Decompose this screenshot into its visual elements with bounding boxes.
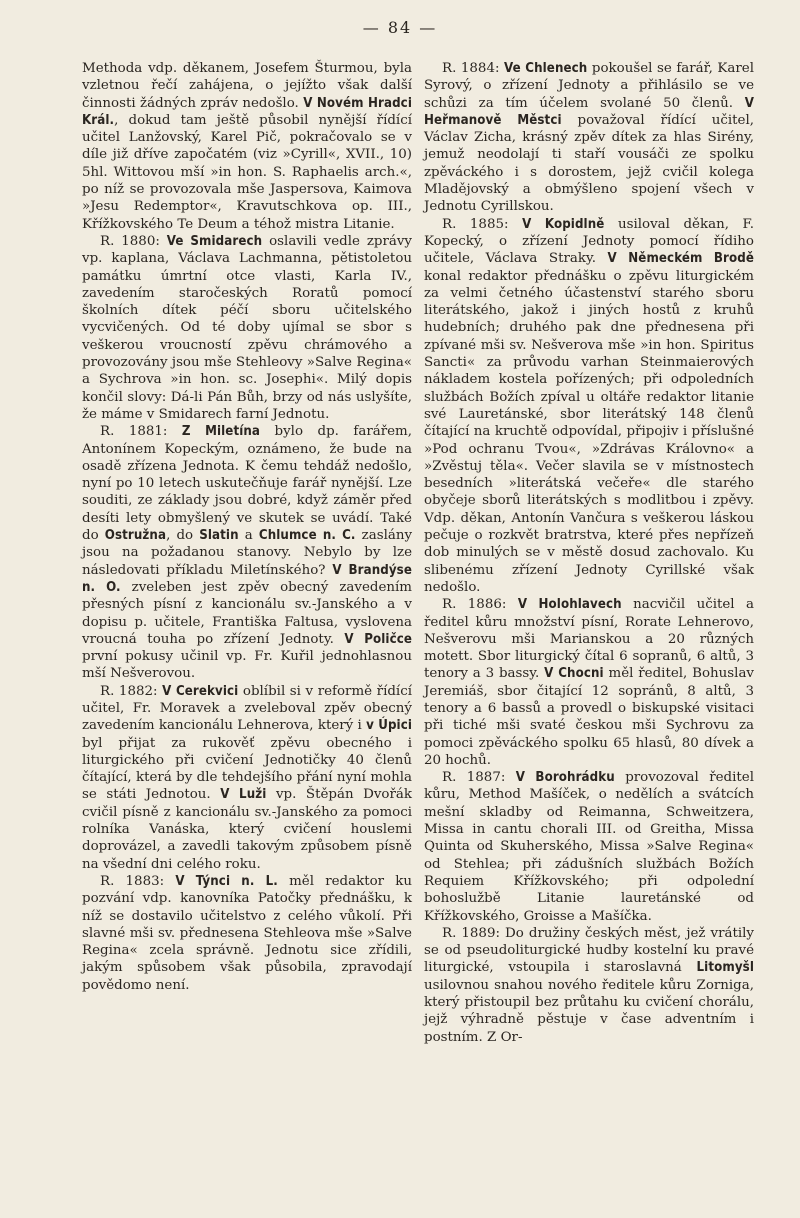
paragraph <box>82 683 412 873</box>
page-number: — 84 — <box>362 18 438 37</box>
paragraph-text: , dokud tam ještě působil nynější řídící učitel Lanžovský, Karel Pič, pokračovalo se v díle již dříve započatém (viz »Cyrill«, XVII., 10) 5hl. Wittovou mší »in hon. S. Raphaelis arch.«, po níž se provozovala mše Jaspersova, Kaimova »Jesu Redemptor«, Kravutschkova op. III., Křížkovského Te Deum a téhož mistra Litanie. <box>82 112 412 232</box>
paragraph-text: , do <box>166 528 200 544</box>
place-name-heading: v Úpici <box>366 718 412 734</box>
place-name-heading: V Kopidlně <box>522 216 605 232</box>
place-name-heading: V Cerekvici <box>162 683 239 699</box>
place-name-heading: Ve Smidarech <box>166 233 263 249</box>
paragraph <box>424 925 754 1046</box>
paragraph-text: a <box>238 528 259 544</box>
paragraph-text: R. 1884: <box>442 61 505 76</box>
paragraph-text: měl ředitel, Bohuslav Jeremiáš, sbor čitající 12 sopránů, 8 altů, 3 tenory a 6 bassů a provedl o biskupské visitaci při tiché mši svaté českou mši Sychrovu za pomoci zpěváckého spolku 65 hlasů, 80 dívek a 20 hochů. <box>424 666 754 768</box>
place-name-heading: V Chocni <box>544 666 604 682</box>
paragraph-text: zaslány jsou na požadanou stanovy. Nebylo by lze následovati příkladu Miletínského? <box>82 528 413 578</box>
place-name-heading: V Poličce <box>344 631 413 647</box>
paragraph-text: zveleben jest zpěv obecný zavedením přesných písní z kancionálu sv.-Janského a v dopisu p. učitele, Františka Faltusa, vyslovena vroucná touha po zřízení Jednoty. <box>82 579 412 647</box>
place-name-heading: V Brandýse n. O. <box>82 562 412 595</box>
place-name-heading: Litomyšl <box>696 960 754 976</box>
paragraph <box>82 423 412 682</box>
paragraph <box>424 216 754 597</box>
place-name-heading: V Borohrádku <box>515 770 615 786</box>
paragraph-text: nacvičil učitel a ředitel kůru množství písní, Rorate Lehnerovo, Nešverovu mši Marianskou a 20 různých motett. Sbor liturgický čítal 6 sopranů, 6 altů, 3 tenory a 3 bassy. <box>424 597 754 682</box>
paragraph-text: R. 1882: <box>100 683 163 699</box>
paragraph-text: první pokusy učinil vp. Fr. Kuřil jednohlasnou mší Nešverovou. <box>82 649 412 682</box>
right-column <box>424 60 754 1046</box>
paragraph-text: Methoda vdp. děkanem, Josefem Šturmou, byla vzletnou řečí zahájena, o jejížto však další činnosti žádných zpráv nedošlo. <box>82 61 412 111</box>
place-name-heading: Ostružna <box>104 528 167 544</box>
paragraph <box>424 769 754 925</box>
paragraph-text: bylo dp. farářem, Antonínem Kopeckým, oznámeno, že bude na osadě zřízena Jednota. K čemu tehdáž nedošlo, nyní po 10 letech uskutečňuje farář nynější. Lze souditi, ze základy jsou dobré, když záměr před desíti lety obmyšlený ve skutek se uvádí. Také do <box>82 424 412 544</box>
paragraph-text: R. 1880: <box>100 233 167 249</box>
place-name-heading: Slatin <box>199 528 239 544</box>
paragraph-text: R. 1886: <box>442 597 518 613</box>
place-name-heading: Ve Chlenech <box>504 61 588 76</box>
paragraph-text: R. 1889: Do družiny českých měst, jež vrátily se od pseudoliturgické hudby kostelní ku pravé liturgické, vstoupila i staroslavná <box>424 925 754 976</box>
paragraph-text: považoval řídící učitel, Václav Zicha, krásný zpěv dítek za hlas Sirény, jemuž neodolají ti staří vousáči ze spolku zpěváckého i s dorostem, jejž cvičil kolega Mladějovský a obmýšleno spojení všech v Jednotu Cyrillskou. <box>424 112 754 215</box>
place-name-heading: V Německém Brodě <box>607 251 754 267</box>
paragraph <box>82 233 412 423</box>
place-name-heading: V Novém Hradci Král. <box>82 95 412 128</box>
paragraph-text: oslavili vedle zprávy vp. kaplana, Václava Lachmanna, pětistoletou památku úmrtní otce vlasti, Karla IV., zavedením staročeských Roratů pomocí školních dítek péčí sboru učitelského vycvičených. Od té doby ujímal se sbor s veškerou vroucností zpěvu chrámového a provozovány jsou mše Stehleovy »Salve Regina« a Sychrova »in hon. sc. Josephi«. Milý dopis končil slovy: Dá-li Pán Bůh, brzy od nás uslyšíte, že máme v Smidarech farní Jednotu. <box>82 233 412 422</box>
paragraph-text: R. 1887: <box>442 770 516 786</box>
place-name-heading: Chlumce n. C. <box>258 528 356 544</box>
place-name-heading: V Luži <box>220 787 267 803</box>
paragraph-text: vp. Štěpán Dvořák cvičil písně z kancionálu sv.-Janského za pomoci rolníka Vanáska, který cvičení houslemi doprovázel, a zavedli takovým způsobem písně na všední dni celého roku. <box>82 787 412 872</box>
paragraph-text: R. 1885: <box>442 216 523 232</box>
paragraph-text: měl redaktor ku pozvání vdp. kanovníka Patočky přednášku, k níž se dostavilo učitelstvo z celého vůkolí. Při slavné mši sv. přednesena Stehleova mše »Salve Regina« zcela správně. Jednotu sice zřídili, jakým spůsobem však působila, zpravodají povědomo není. <box>82 873 412 993</box>
paragraph-text: R. 1883: <box>100 873 176 889</box>
paragraph-text: usiloval děkan, F. Kopecký, o zřízení Jednoty pomocí řídiho učitele, Václava Straky. <box>424 216 754 267</box>
paragraph-text: byl přijat za rukověť zpěvu obecného i liturgického při cvičení Jednotičky 40 členů čítající, která by dle tehdejšího přání nyní mohla se státi Jednotou. <box>82 735 412 803</box>
paragraph-text: usilovnou snahou nového ředitele kůru Zorniga, který přistoupil bez průtahu ku cvičení chorálu, jejž výhradně pěstuje v čase adventním i postním. Z Or- <box>424 977 754 1045</box>
place-name-heading: V Holohlavech <box>517 597 622 613</box>
paragraph <box>424 596 754 769</box>
paragraph-text: R. 1881: <box>100 424 182 440</box>
left-column <box>82 60 412 994</box>
place-name-heading: Z Miletína <box>181 424 261 440</box>
paragraph <box>82 60 412 233</box>
paragraph <box>82 873 412 994</box>
paragraph-text: pokoušel se farář, Karel Syrový, o zřízení Jednoty a přihlásilo se ve schůzi za tím účelem svolané 50 členů. <box>424 61 754 111</box>
paragraph-text: oblíbil si v reformě řídící učitel, Fr. Moravek a zveleboval zpěv obecný zavedením kancionálu Lehnerova, který i <box>82 683 412 734</box>
paragraph-text: provozoval ředitel kůru, Method Mašíček, o nedělích a svátcích mešní skladby od Reimanna, Schweitzera, Missa in cantu chorali III. od Greitha, Missa Quinta od Skuherského, Missa »Salve Regina« od Stehlea; při zádušních službách Božích Requiem Křížkovského; při odpolední bohoslužbě Litanie lauretánské od Křížkovského, Groisse a Mašíčka. <box>424 770 754 924</box>
paragraph-text: konal redaktor přednášku o zpěvu liturgickém za velmi četného účastenství starého sboru literátského, jakož i jiných hostů z kruhů hudebních; druhého pak dne přednesena při zpívané mši sv. Nešverova mše »in hon. Spiritus Sancti« za průvodu varhan Steinmaierových nákladem kostela pořízených; při odpoledních službách Božích zpíval u oltáře redaktor litanie své Lauretánské, sbor literátský 148 členů čítající na kruchtě odpovídal, připojiv i příslušné »Pod ochranu Tvou«, »Zdrávas Královno« a »Zvěstuj těla«. Večer slavila se v místnostech besedních »literátská večeře« dle starého obyčeje sborů literátských s modlitbou i zpěvy. Vdp. děkan, Antonín Vančura s veškerou láskou pečuje o rozkvět bratrstva, které přes nepřízeň dob minulých se v městě dosud zachovalo. Ku slibenému zřízení Jednoty Cyrillské však nedošlo. <box>424 268 754 595</box>
paragraph <box>424 60 754 216</box>
place-name-heading: V Týnci n. L. <box>175 873 278 889</box>
place-name-heading: V Heřmanově Městci <box>424 95 754 128</box>
